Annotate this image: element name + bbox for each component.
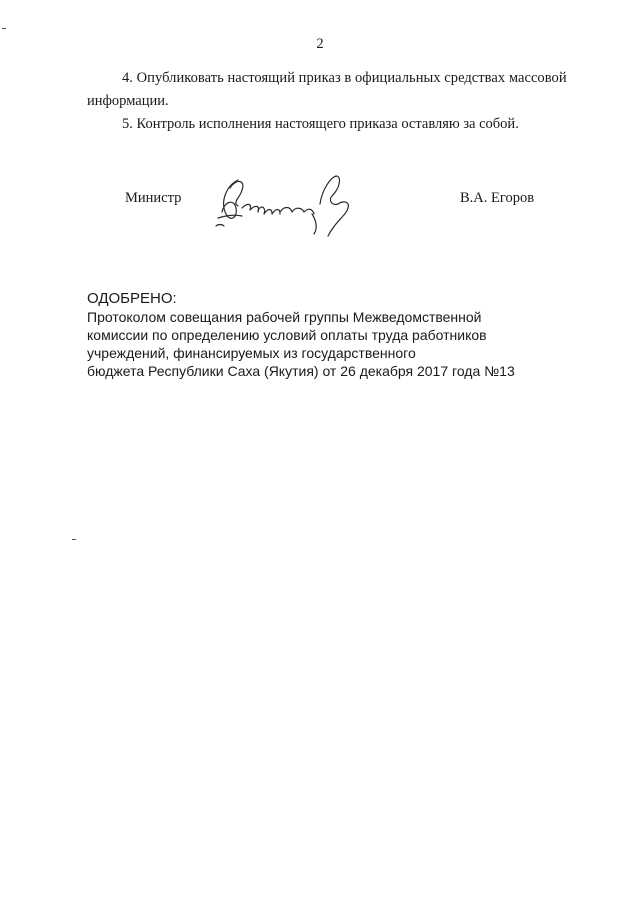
paragraph-4-line-2: информации. bbox=[87, 93, 169, 109]
approval-line: бюджета Республики Саха (Якутия) от 26 декабря 2017 года №13 bbox=[87, 363, 515, 379]
approval-line: учреждений, финансируемых из государственного bbox=[87, 345, 416, 361]
approval-line: Протоколом совещания рабочей группы Межведомственной bbox=[87, 309, 482, 325]
approval-heading: ОДОБРЕНО: bbox=[87, 290, 177, 307]
handwritten-signature bbox=[212, 168, 362, 240]
page-number: 2 bbox=[316, 36, 324, 52]
scan-artifact bbox=[2, 28, 6, 29]
scan-artifact bbox=[72, 539, 76, 540]
paragraph-4-line-1: 4. Опубликовать настоящий приказ в официальных средствах массовой bbox=[122, 70, 567, 86]
paragraph-5: 5. Контроль исполнения настоящего приказа оставляю за собой. bbox=[122, 116, 519, 132]
approval-line: комиссии по определению условий оплаты труда работников bbox=[87, 327, 487, 343]
signer-title: Министр bbox=[125, 190, 182, 206]
signer-name: В.А. Егоров bbox=[460, 190, 535, 206]
